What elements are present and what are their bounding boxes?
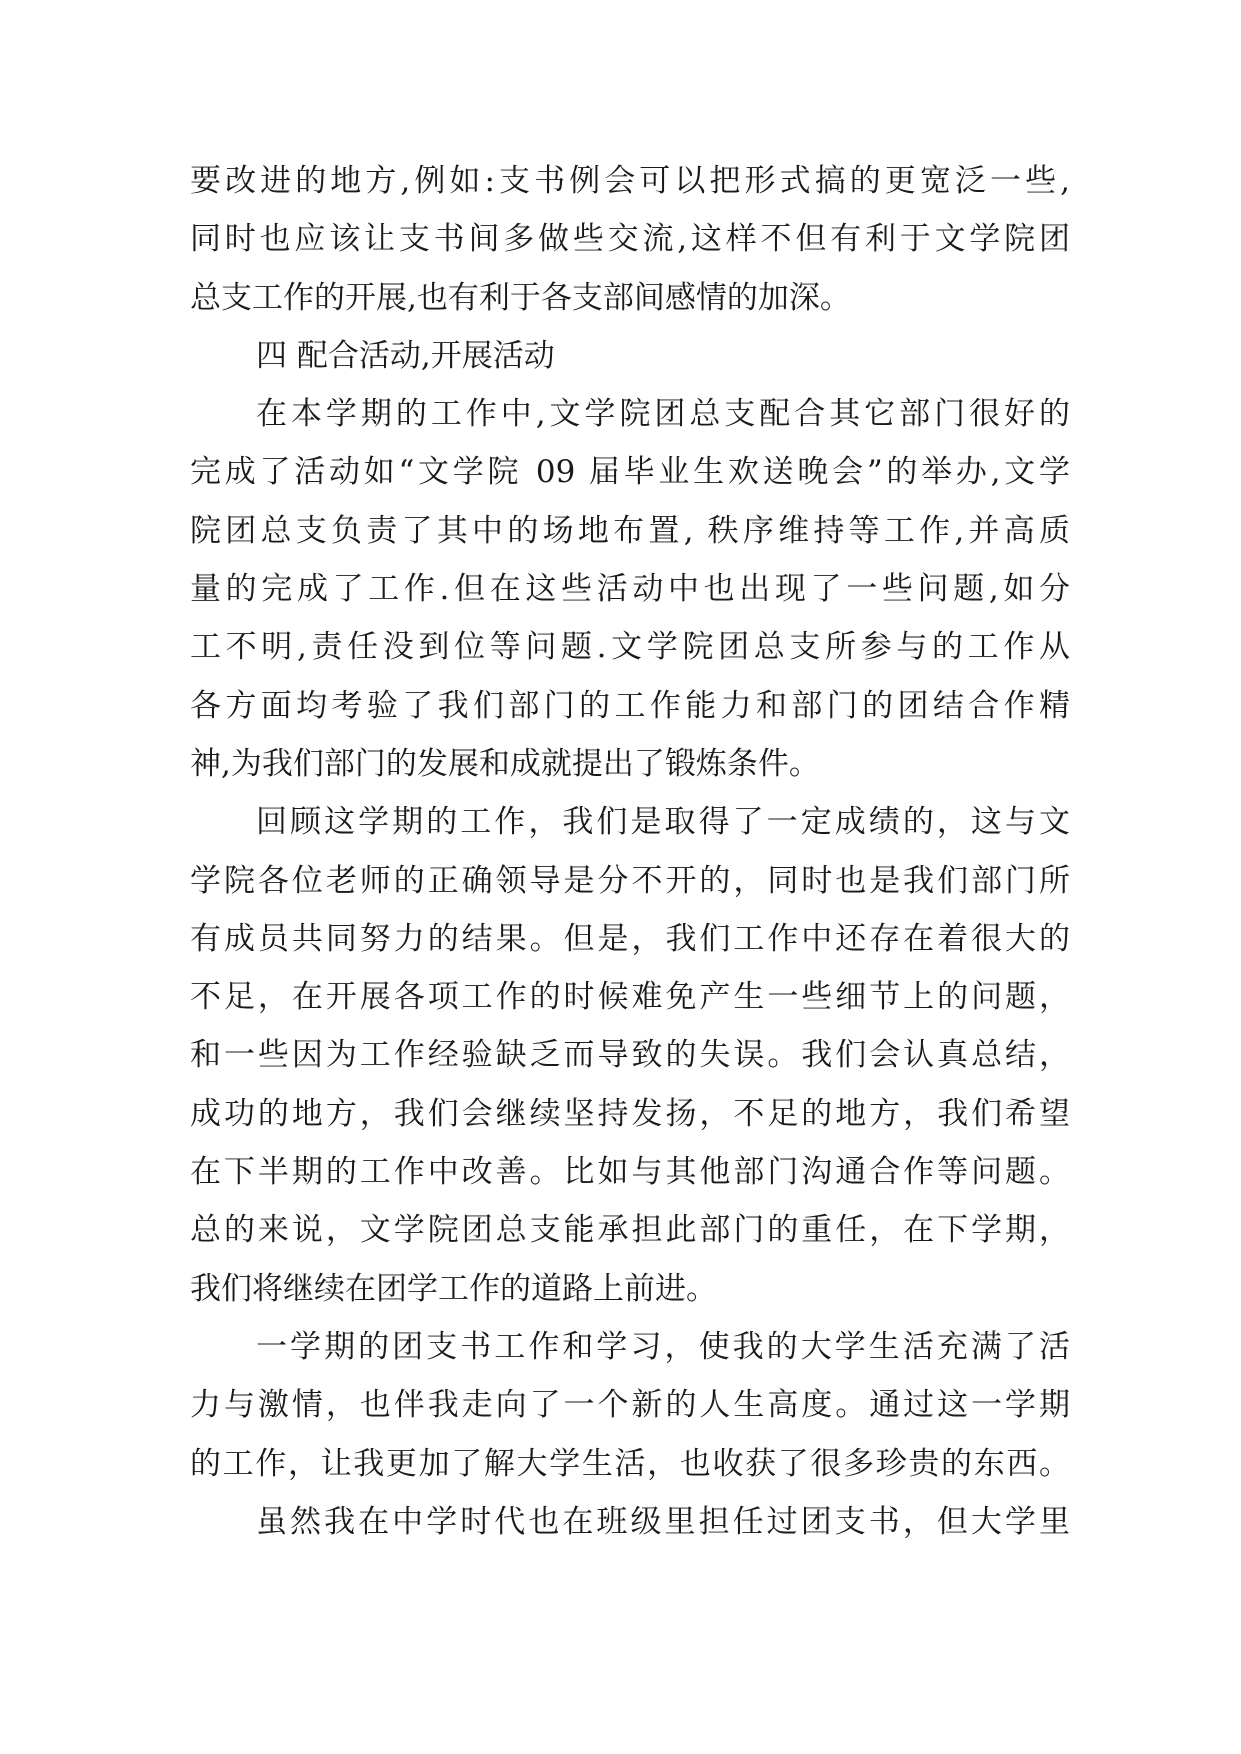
text-line: 的工作，让我更加了解大学生活，也收获了很多珍贵的东西。 (190, 1445, 1070, 1482)
section-heading: 四 配合活动,开展活动 (256, 337, 555, 374)
text-line: 要改进的地方,例如:支书例会可以把形式搞的更宽泛一些, (190, 163, 1070, 199)
text-line: 完成了活动如“文学院 09 届毕业生欢送晚会”的举办,文学 (190, 454, 1070, 491)
text-line: 在下半期的工作中改善。比如与其他部门沟通合作等问题。 (190, 1154, 1070, 1191)
text-line: 虽然我在中学时代也在班级里担任过团支书，但大学里 (256, 1503, 1070, 1540)
text-line: 总支工作的开展,也有利于各支部间感情的加深。 (190, 279, 851, 316)
text-line: 一学期的团支书工作和学习，使我的大学生活充满了活 (256, 1328, 1070, 1365)
text-line: 我们将继续在团学工作的道路上前进。 (190, 1270, 717, 1307)
text-line: 和一些因为工作经验缺乏而导致的失误。我们会认真总结， (190, 1037, 1070, 1074)
text-line: 总的来说，文学院团总支能承担此部门的重任，在下学期， (190, 1212, 1070, 1249)
text-line: 各方面均考验了我们部门的工作能力和部门的团结合作精 (190, 687, 1070, 724)
text-line: 院团总支负责了其中的场地布置, 秩序维持等工作,并高质 (190, 512, 1070, 549)
body-text (190, 152, 1070, 1551)
text-line: 量的完成了工作.但在这些活动中也出现了一些问题,如分 (190, 571, 1070, 608)
text-line: 有成员共同努力的结果。但是，我们工作中还存在着很大的 (190, 920, 1070, 957)
text-line: 不足，在开展各项工作的时候难免产生一些细节上的问题， (190, 979, 1070, 1016)
text-line: 神,为我们部门的发展和成就提出了锻炼条件。 (190, 745, 820, 782)
text-line: 学院各位老师的正确领导是分不开的，同时也是我们部门所 (190, 862, 1070, 899)
text-line: 工不明,责任没到位等问题.文学院团总支所参与的工作从 (190, 629, 1070, 666)
text-line: 成功的地方，我们会继续坚持发扬，不足的地方，我们希望 (190, 1095, 1070, 1132)
text-line: 力与激情，也伴我走向了一个新的人生高度。通过这一学期 (190, 1387, 1070, 1424)
text-line: 在本学期的工作中,文学院团总支配合其它部门很好的 (256, 396, 1070, 433)
text-line: 回顾这学期的工作，我们是取得了一定成绩的，这与文 (256, 804, 1070, 841)
text-line: 同时也应该让支书间多做些交流,这样不但有利于文学院团 (190, 221, 1070, 258)
